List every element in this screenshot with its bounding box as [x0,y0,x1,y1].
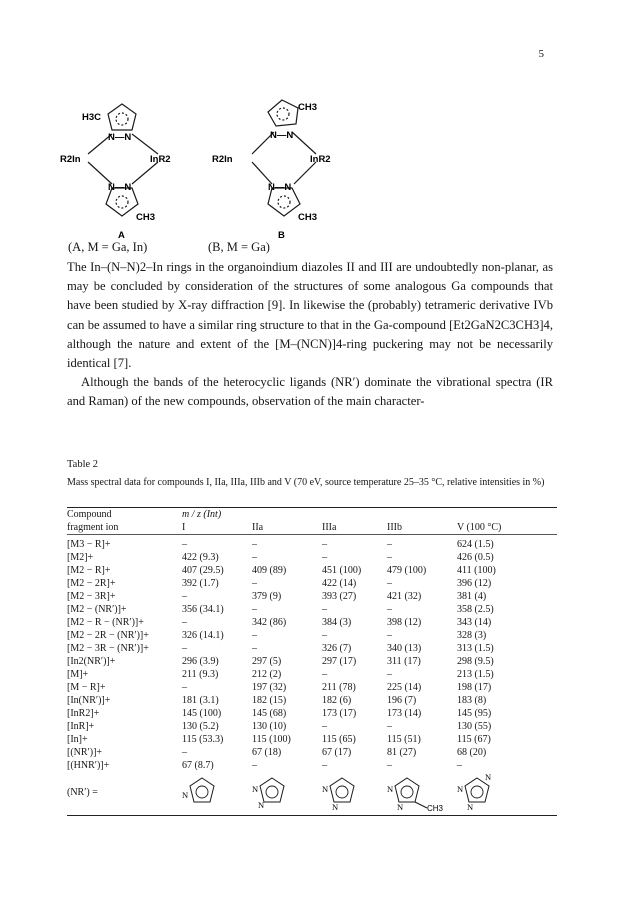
structure-figure [60,92,360,247]
header-col-V: V (100 °C) [457,521,557,535]
mz-value-cell: 328 (3) [457,630,487,641]
mz-value-cell: – [322,552,327,563]
mz-value-cell: 181 (3.1) [182,695,219,706]
fragment-ion-cell: [M2 − (NR′)]+ [67,604,127,615]
b-methyl-bottom: CH3 [298,212,318,223]
ligand-IIa [252,772,322,812]
mz-value-cell: – [182,682,187,693]
mz-value-cell: 198 (17) [457,682,492,693]
mz-value-cell: 81 (27) [387,747,417,758]
header-col-IIa: IIa [252,521,322,535]
mz-value-cell: – [322,604,327,615]
mz-value-cell: 211 (9.3) [182,669,219,680]
table-caption: Mass spectral data for compounds I, IIa, IIIa, IIIb and V (70 eV, source temperature 25–35 °C, relative intensities in %) [67,477,545,488]
mz-value-cell: 297 (17) [322,656,357,667]
mz-value-cell: – [182,617,187,628]
mz-value-cell: 384 (3) [322,617,352,628]
svg-text:N: N [457,784,464,794]
mz-value-cell: 197 (32) [252,682,287,693]
mz-value-cell: 421 (32) [387,591,422,602]
header-mz: m / z (Int) [182,509,222,520]
mz-value-cell: 145 (68) [252,708,287,719]
mz-value-cell: 343 (14) [457,617,492,628]
mz-value-cell: – [457,760,462,771]
body-text [67,258,553,412]
mz-value-cell: 145 (100) [182,708,222,719]
b-label: B [278,230,285,241]
mz-value-cell: – [322,721,327,732]
table-row [67,564,557,577]
mz-value-cell: 297 (5) [252,656,282,667]
mz-value-cell: 211 (78) [322,682,356,693]
mz-value-cell: – [387,604,392,615]
svg-text:N: N [467,802,474,812]
svg-text:N: N [258,800,265,810]
mz-value-cell: 422 (14) [322,578,357,589]
table-row [67,759,557,772]
mass-spectral-table [67,507,557,816]
svg-text:N: N [322,784,329,794]
mz-value-cell: – [387,721,392,732]
mz-value-cell: 67 (18) [252,747,282,758]
caption-b: (B, M = Ga) [208,240,270,254]
fragment-ion-cell: [M2 − R]+ [67,565,111,576]
mz-value-cell: – [182,747,187,758]
svg-text:N: N [252,784,259,794]
svg-text:N: N [485,772,492,782]
b-n-bottom: N—N [268,182,292,193]
mz-value-cell: 130 (55) [457,721,492,732]
mz-value-cell: – [387,539,392,550]
b-n-top: N—N [270,130,294,141]
mz-value-cell: 358 (2.5) [457,604,494,615]
a-label: A [118,230,125,241]
mz-value-cell: 67 (17) [322,747,352,758]
mz-value-cell: 173 (14) [387,708,422,719]
mz-value-cell: – [252,630,257,641]
mz-value-cell: 398 (12) [387,617,422,628]
mz-value-cell: 115 (53.3) [182,734,224,745]
mz-value-cell: – [182,591,187,602]
fragment-ion-cell: [InR]+ [67,721,95,732]
mz-value-cell: 451 (100) [322,565,362,576]
table-row [67,629,557,642]
ligand-IIIa [322,772,387,812]
fragment-ion-cell: [M3 − R]+ [67,539,111,550]
table-row [67,720,557,733]
mz-value-cell: – [182,643,187,654]
svg-text:N: N [397,802,404,812]
mz-value-cell: 213 (1.5) [457,669,494,680]
fragment-ion-cell: [M2 − R − (NR′)]+ [67,617,144,628]
mz-value-cell: 145 (95) [457,708,492,719]
mz-value-cell: 356 (34.1) [182,604,224,615]
ligand-methyl: CH3 [427,804,444,812]
table-row [67,642,557,655]
mz-value-cell: – [252,578,257,589]
mz-value-cell: 426 (0.5) [457,552,494,563]
b-methyl-top: CH3 [298,102,318,113]
fragment-ion-cell: [M − R]+ [67,682,106,693]
mz-value-cell: 392 (1.7) [182,578,219,589]
header-compound: Compound [67,509,112,520]
a-metal-left: R2In [60,154,81,165]
pyrazolyl-ring-icon [252,772,292,812]
mz-value-cell: 115 (100) [252,734,291,745]
a-methyl-bottom: CH3 [136,212,156,223]
table-row [67,538,557,551]
mz-value-cell: – [322,539,327,550]
mz-value-cell: 396 (12) [457,578,492,589]
fragment-ion-cell: [(NR′)]+ [67,747,103,758]
paragraph-2: Although the bands of the heterocyclic ligands (NR′) dominate the vibrational spectra (IR and Raman) of the new compounds, observation of the main character- [67,375,553,409]
table-row [67,733,557,746]
svg-text:N: N [332,802,339,812]
fragment-ion-cell: [In]+ [67,734,88,745]
mz-value-cell: – [322,669,327,680]
mz-value-cell: 313 (1.5) [457,643,494,654]
fragment-ion-cell: [M2 − 3R]+ [67,591,116,602]
ring-a-top [108,104,136,130]
fragment-ion-cell: [InR2]+ [67,708,100,719]
fragment-ion-cell: [M2 − 2R]+ [67,578,116,589]
b-metal-right: InR2 [310,154,331,165]
triazolyl-ring-icon [457,772,497,812]
mz-value-cell: 68 (20) [457,747,487,758]
header-col-I: I [182,521,252,535]
ligand-label: (NR′) = [67,786,98,798]
mz-value-cell: 411 (100) [457,565,496,576]
mz-value-cell: 381 (4) [457,591,487,602]
mz-value-cell: 409 (89) [252,565,287,576]
b-metal-left: R2In [212,154,233,165]
mz-value-cell: – [252,552,257,563]
mz-value-cell: 183 (8) [457,695,487,706]
mz-value-cell: 340 (13) [387,643,422,654]
page-number: 5 [538,48,544,60]
structures-svg [60,92,360,247]
mz-value-cell: 67 (8.7) [182,760,214,771]
header-col-IIIa: IIIa [322,521,387,535]
mz-value-cell: – [387,630,392,641]
mz-value-cell: – [387,669,392,680]
a-n-bottom: N—N [108,182,132,193]
a-n-top: N—N [108,132,132,143]
table-row [67,746,557,759]
ligand-row [67,772,557,812]
table-row [67,603,557,616]
mz-value-cell: 115 (51) [387,734,421,745]
mz-value-cell: – [252,539,257,550]
a-methyl-top: H3C [82,112,102,123]
mz-value-cell: 326 (7) [322,643,352,654]
mz-value-cell: – [322,630,327,641]
ring-b-top [268,100,298,126]
mz-value-cell: – [252,760,257,771]
table-row [67,577,557,590]
mz-value-cell: 326 (14.1) [182,630,224,641]
mz-value-cell: 479 (100) [387,565,427,576]
ligand-I [182,772,252,812]
imidazolyl-ring-icon [322,772,362,812]
mz-value-cell: 182 (6) [322,695,352,706]
mz-value-cell: 182 (15) [252,695,287,706]
fragment-ion-cell: [M2 − 2R − (NR′)]+ [67,630,149,641]
mz-value-cell: 196 (7) [387,695,417,706]
table-row [67,681,557,694]
mz-value-cell: 115 (65) [322,734,356,745]
mz-value-cell: – [387,552,392,563]
mz-value-cell: 225 (14) [387,682,422,693]
mz-value-cell: – [252,604,257,615]
mz-value-cell: 311 (17) [387,656,421,667]
mz-value-cell: 130 (10) [252,721,287,732]
mz-value-cell: 342 (86) [252,617,287,628]
table-row [67,668,557,681]
pyrrolyl-ring-icon [182,772,222,812]
svg-text:N: N [182,790,189,800]
mz-value-cell: 212 (2) [252,669,282,680]
fragment-ion-cell: [(HNR′)]+ [67,760,110,771]
mz-value-cell: 379 (9) [252,591,282,602]
fragment-ion-cell: [In(NR′)]+ [67,695,111,706]
mz-value-cell: 422 (9.3) [182,552,219,563]
mz-value-cell: 296 (3.9) [182,656,219,667]
mz-value-cell: – [387,578,392,589]
fragment-ion-cell: [In2(NR′)]+ [67,656,116,667]
fragment-ion-cell: [M2 − 3R − (NR′)]+ [67,643,149,654]
mz-value-cell: 624 (1.5) [457,539,494,550]
mz-value-cell: 130 (5.2) [182,721,219,732]
header-col-IIIb: IIIb [387,521,457,535]
a-metal-right: InR2 [150,154,171,165]
svg-text:N: N [387,784,394,794]
table-row [67,707,557,720]
ligand-V [457,772,557,812]
mz-value-cell: 298 (9.5) [457,656,494,667]
methylimidazolyl-ring-icon [387,772,455,812]
header-fragment: fragment ion [67,521,182,535]
fragment-ion-cell: [M]+ [67,669,89,680]
fragment-ion-cell: [M2]+ [67,552,94,563]
paragraph-1: The In–(N–N)2–In rings in the organoindium diazoles II and III are undoubtedly non-planar, as may be concluded by consideration of the structures of some analogous Ga compounds that have been studied by X-ray diffraction [9]. In likewise the (probably) tetrameric derivative IVb can be assumed to have a similar ring structure to that in the Ga-compound [Et2GaN2C3CH3]4, although the nature and extent of the [M–(NCN)]4-ring puckering may not be necessarily identical [7]. [67,260,553,371]
mz-value-cell: 393 (27) [322,591,357,602]
table-row [67,616,557,629]
table-row [67,655,557,668]
table-row [67,694,557,707]
mz-value-cell: 173 (17) [322,708,357,719]
table-row [67,590,557,603]
ligand-IIIb [387,772,457,812]
mz-value-cell: 407 (29.5) [182,565,224,576]
mz-value-cell: – [252,643,257,654]
caption-a: (A, M = Ga, In) [68,240,148,254]
table-label: Table 2 [67,459,99,470]
mz-value-cell: – [182,539,187,550]
mz-value-cell: 115 (67) [457,734,491,745]
mz-value-cell: – [387,760,392,771]
mz-value-cell: – [322,760,327,771]
table-row [67,551,557,564]
